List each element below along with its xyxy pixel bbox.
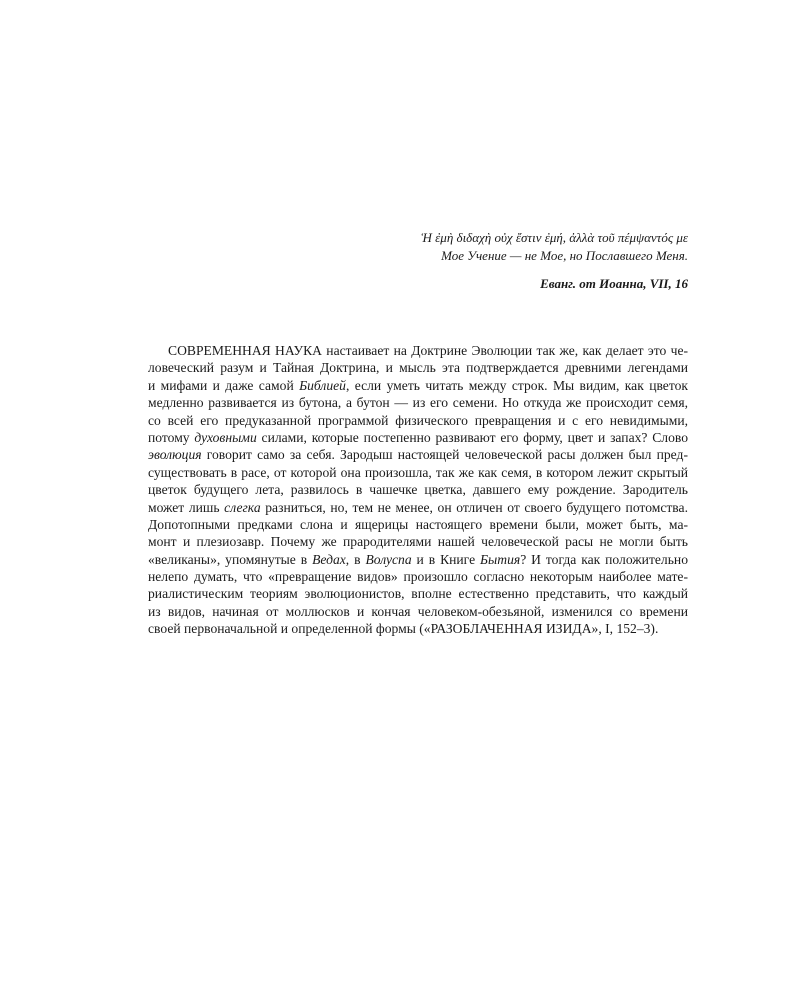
text-run: говорит само за себя. Зародыш настоящей человеческой расы должен был пред- xyxy=(201,447,688,463)
paragraph-line xyxy=(148,377,688,394)
text-run: медленно развивается из бутона, а бутон — из его семени. Но откуда же происходит семя, xyxy=(148,395,688,411)
paragraph-line xyxy=(148,359,688,376)
text-run: и в Книге xyxy=(411,551,481,567)
text-run: существовать в расе, от которой она произошла, так же как семя, в котором лежит скрытый xyxy=(148,464,688,480)
italic-term: слегка xyxy=(224,499,261,515)
italic-term: духовными xyxy=(194,429,257,445)
paragraph-line xyxy=(148,603,688,620)
text-run: «великаны», упомянутые в xyxy=(148,551,313,567)
text-run: ловеческий разум и Тайная Доктрина, и мысль эта подтверждается древними легендами xyxy=(148,360,688,376)
paragraph-line xyxy=(148,499,688,516)
text-run: потому xyxy=(148,429,195,445)
text-run: своей первоначальной и определенной формы («РАЗОБЛАЧЕННАЯ ИЗИДА», I, 152–3). xyxy=(148,621,659,637)
text-run: силами, которые постепенно развивают его форму, цвет и запах? Слово xyxy=(256,429,688,445)
paragraph-line xyxy=(148,533,688,550)
paragraph-line xyxy=(148,446,688,463)
epigraph-russian: Мое Учение — не Мое, но Пославшего Меня. xyxy=(441,248,688,263)
text-run: СОВРЕМЕННАЯ НАУКА настаивает на Доктрине Эволюции так же, как делает это че- xyxy=(168,343,688,358)
text-run: и мифами и даже самой xyxy=(148,377,300,393)
italic-term: Ведах xyxy=(312,551,346,567)
paragraph-line xyxy=(148,342,688,359)
text-run: , в xyxy=(345,551,366,567)
paragraph-line xyxy=(148,412,688,429)
italic-term: Библией xyxy=(299,377,346,393)
paragraph-line xyxy=(148,481,688,498)
italic-term: Бытия xyxy=(480,551,521,567)
paragraph-line xyxy=(148,585,688,602)
paragraph-line xyxy=(148,516,688,533)
text-run: риалистическим теориям эволюционистов, вполне естественно представить, что каждый xyxy=(148,586,688,602)
text-run: может лишь xyxy=(148,499,225,515)
epigraph xyxy=(140,229,688,293)
text-run: монт и плезиозавр. Почему же прародителями нашей человеческой расы не могли быть xyxy=(148,534,688,550)
text-run: ? И тогда как положительно xyxy=(520,551,688,567)
paragraph-line xyxy=(148,551,688,568)
paragraph-line xyxy=(148,394,688,411)
paragraph-line xyxy=(148,464,688,481)
text-run: , если уметь читать между строк. Мы видим, как цветок xyxy=(345,377,688,393)
text-run: со всей его предуказанной программой физического превращения и с его невидимыми, xyxy=(148,412,688,428)
text-run: разниться, но, тем не менее, он отличен от своего будущего потомства. xyxy=(260,499,688,515)
text-run: из видов, начиная от моллюсков и кончая человеком-обезьяной, изменился со времени xyxy=(148,603,688,619)
italic-term: Волуспа xyxy=(365,551,412,567)
paragraph-line xyxy=(148,429,688,446)
paragraph-line xyxy=(148,620,688,637)
paragraph-line xyxy=(148,568,688,585)
body-paragraph xyxy=(148,342,688,638)
text-run: нелепо думать, что «превращение видов» произошло согласно некоторым наиболее мате- xyxy=(148,569,688,585)
epigraph-source: Еванг. от Иоанна, VII, 16 xyxy=(540,276,688,291)
epigraph-greek: Ἡ ἐμὴ διδαχὴ οὐχ ἔστιν ἐμή, ἀλλὰ τοῦ πέμψαντός με xyxy=(421,230,688,245)
italic-term: эволюция xyxy=(148,447,202,463)
text-run: Допотопными предками слона и ящерицы настоящего времени были, может быть, ма- xyxy=(148,516,688,532)
text-run: цветок будущего лета, развилось в чашечке цветка, давшего ему рождение. Зародитель xyxy=(148,482,688,498)
